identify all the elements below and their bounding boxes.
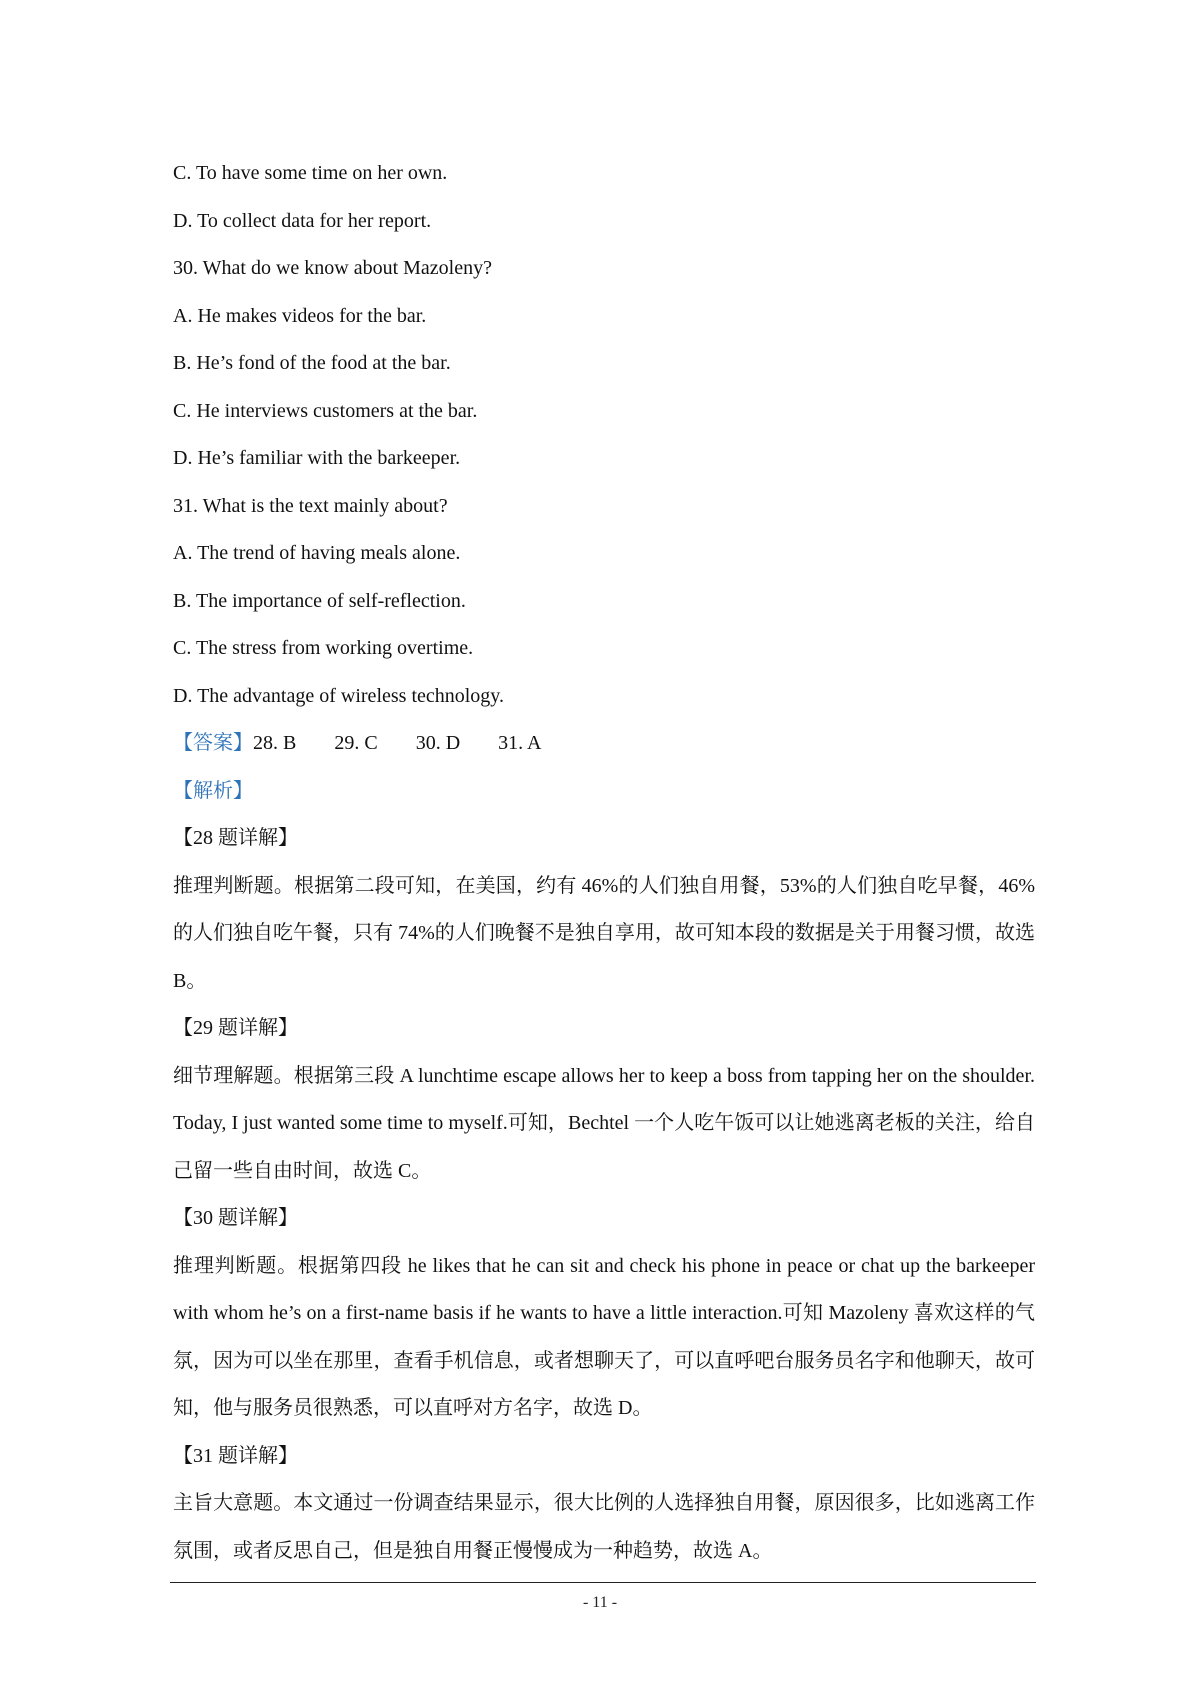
answer-item: 30. D: [415, 732, 461, 754]
detail-text: 主旨大意题。本文通过一份调查结果显示，很大比例的人选择独自用餐，原因很多，比如逃离工作氛围，或者反思自己，但是独自用餐正慢慢成为一种趋势，故选 A。: [173, 1492, 1035, 1562]
option-line: B. He’s fond of the food at the bar.: [173, 352, 451, 374]
option-line: D. He’s familiar with the barkeeper.: [173, 447, 461, 469]
detail-text: 推理判断题。根据第四段 he likes that he can sit and check his phone in peace or chat up the barkeeper with whom he’s on a first-name basis if he wants to have a little interaction.可知 Mazoleny 喜欢这样的气氛，因为可以坐在那里，查看手机信息，或者想聊天了，可以直呼吧台服务员名字和他聊天，故可知，他与服务员很熟悉，可以直呼对方名字，故选 D。: [173, 1254, 1035, 1419]
option-line: D. The advantage of wireless technology.: [173, 684, 505, 707]
question-31: 31. What is the text mainly about?: [173, 494, 448, 517]
option-line: D. To collect data for her report.: [173, 209, 432, 232]
option-line: A. The trend of having meals alone.: [173, 542, 461, 564]
option-line: B. The importance of self-reflection.: [173, 589, 466, 612]
page-content: [173, 150, 1035, 1575]
option-line: C. To have some time on her own.: [173, 162, 448, 184]
detail-heading: 【31 题详解】: [173, 1444, 298, 1467]
answer-item: 31. A: [498, 732, 542, 754]
detail-heading: 【29 题详解】: [173, 1017, 298, 1039]
option-line: C. He interviews customers at the bar.: [173, 399, 478, 422]
analysis-label: 【解析】: [173, 779, 253, 802]
footer-divider: [170, 1582, 1036, 1583]
detail-heading: 【28 题详解】: [173, 827, 298, 849]
answer-label: 【答案】: [173, 732, 253, 754]
answer-item: 28. B: [253, 732, 297, 754]
detail-text: 细节理解题。根据第三段 A lunchtime escape allows her to keep a boss from tapping her on the shoulder. Today, I just wanted some time to myself.可知，Bechtel 一个人吃午饭可以让她逃离老板的关注，给自己留一些自由时间，故选 C。: [173, 1064, 1035, 1182]
detail-text: 推理判断题。根据第二段可知，在美国，约有 46%的人们独自用餐，53%的人们独自吃早餐，46%的人们独自吃午餐，只有 74%的人们晚餐不是独自享用，故可知本段的数据是关于用餐习惯，故选 B。: [173, 874, 1035, 992]
page-number: - 11 -: [582, 1594, 618, 1611]
answer-line: [173, 720, 1035, 768]
detail-heading: 【30 题详解】: [173, 1207, 298, 1229]
question-30: 30. What do we know about Mazoleny?: [173, 257, 492, 279]
option-line: A. He makes videos for the bar.: [173, 304, 427, 327]
answer-item: 29. C: [334, 732, 378, 754]
option-line: C. The stress from working overtime.: [173, 637, 474, 659]
